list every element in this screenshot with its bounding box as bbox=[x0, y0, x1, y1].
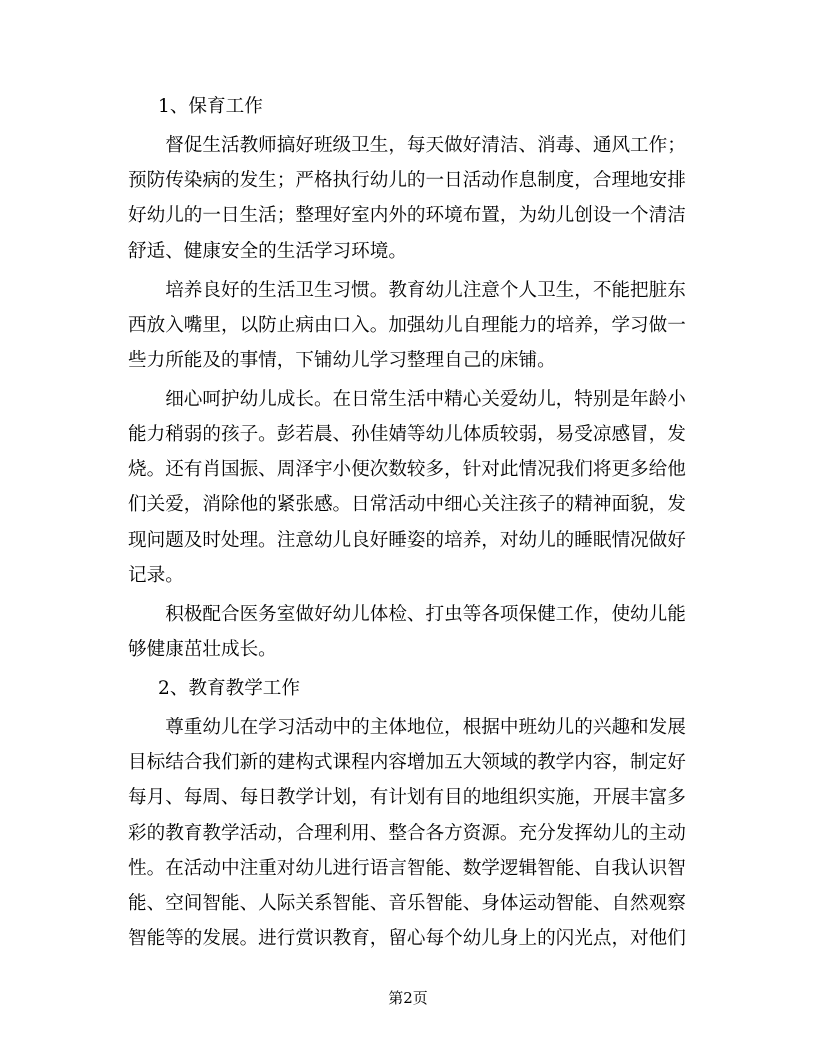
paragraph-line: 每月、每周、每日教学计划，有计划有目的地组织实施，开展丰富多 bbox=[128, 787, 686, 809]
paragraph-line: 舒适、健康安全的生活学习环境。 bbox=[128, 240, 407, 262]
paragraph-line: 积极配合医务室做好幼儿体检、打虫等各项保健工作，使幼儿能 bbox=[165, 603, 686, 625]
paragraph-line: 们关爱，消除他的紧张感。日常活动中细心关注孩子的精神面貌，发 bbox=[128, 494, 686, 516]
section-heading bbox=[128, 671, 690, 706]
paragraph bbox=[128, 128, 690, 269]
paragraph-line: 些力所能及的事情，下铺幼儿学习整理自己的床铺。 bbox=[128, 349, 556, 371]
paragraph-line: 好幼儿的一日生活；整理好室内外的环境布置，为幼儿创设一个清洁 bbox=[128, 205, 686, 227]
paragraph bbox=[128, 382, 690, 593]
paragraph-line: 现问题及时处理。注意幼儿良好睡姿的培养，对幼儿的睡眠情况做好 bbox=[128, 529, 686, 551]
paragraph-line: 能、空间智能、人际关系智能、音乐智能、身体运动智能、自然观察 bbox=[128, 892, 686, 914]
paragraph-line: 够健康茁壮成长。 bbox=[128, 639, 277, 660]
paragraph-line: 彩的教育教学活动，合理利用、整合各方资源。充分发挥幼儿的主动 bbox=[128, 822, 686, 844]
page-number-footer: 第2页 bbox=[388, 989, 428, 1007]
paragraph-line: 尊重幼儿在学习活动中的主体地位，根据中班幼儿的兴趣和发展 bbox=[165, 716, 686, 738]
paragraph-line: 培养良好的生活卫生习惯。教育幼儿注意个人卫生，不能把脏东 bbox=[165, 279, 686, 301]
paragraph-line: 细心呵护幼儿成长。在日常生活中精心关爱幼儿，特别是年龄小 bbox=[165, 388, 686, 410]
paragraph-line: 督促生活教师搞好班级卫生，每天做好清洁、消毒、通风工作； bbox=[165, 134, 686, 156]
paragraph-line: 智能等的发展。进行赏识教育，留心每个幼儿身上的闪光点，对他们 bbox=[128, 928, 686, 950]
paragraph-line: 性。在活动中注重对幼儿进行语言智能、数学逻辑智能、自我认识智 bbox=[128, 857, 686, 879]
paragraph-line: 烧。还有肖国振、周泽宇小便次数较多，针对此情况我们将更多给他 bbox=[128, 459, 686, 481]
heading-text: 2、教育教学工作 bbox=[158, 677, 300, 699]
heading-text: 1、保育工作 bbox=[158, 96, 263, 117]
paragraph-line: 能力稍弱的孩子。彭若晨、孙佳婧等幼儿体质较弱，易受凉感冒，发 bbox=[128, 424, 686, 446]
paragraph bbox=[128, 597, 690, 667]
paragraph-line: 记录。 bbox=[128, 564, 184, 586]
paragraph-line: 目标结合我们新的建构式课程内容增加五大领域的教学内容，制定好 bbox=[128, 752, 686, 774]
paragraph-line: 西放入嘴里，以防止病由口入。加强幼儿自理能力的培养，学习做一 bbox=[128, 314, 686, 336]
section-heading bbox=[128, 89, 690, 124]
paragraph-line: 预防传染病的发生；严格执行幼儿的一日活动作息制度，合理地安排 bbox=[128, 170, 686, 192]
paragraph bbox=[128, 710, 690, 956]
document-body bbox=[128, 89, 690, 956]
paragraph bbox=[128, 273, 690, 379]
